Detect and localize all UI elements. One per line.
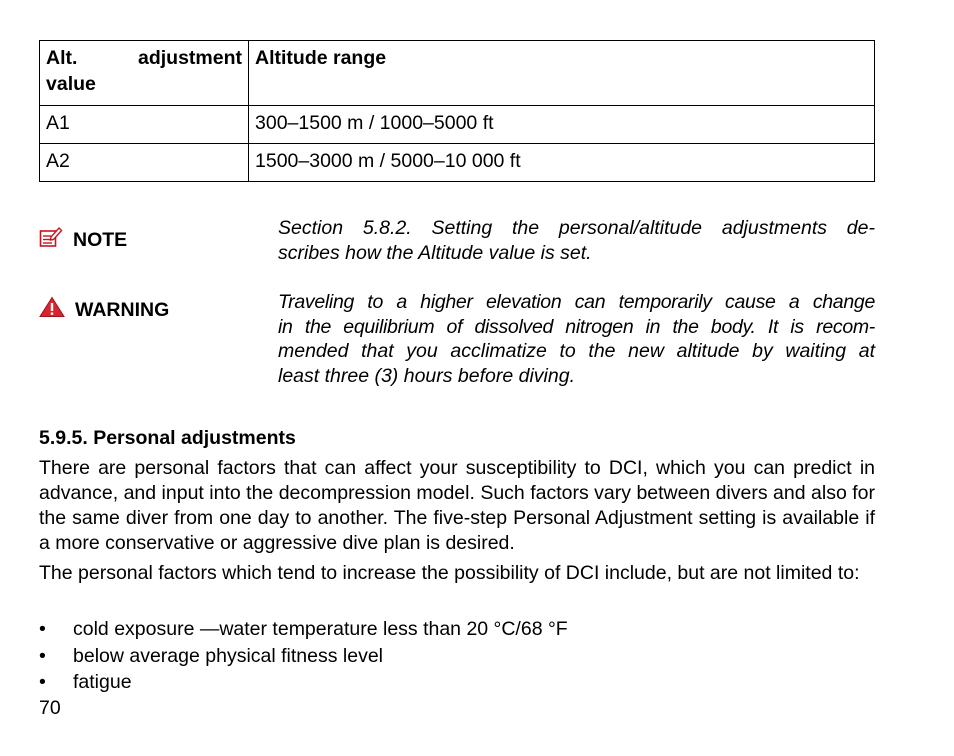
- note-pencil-icon: [39, 226, 63, 254]
- paragraph-personal-factors: There are personal factors that can affect your susceptibility to DCI, which you can predict in advance, and input into the decompression model. Such factors vary between divers and also for the same diver from one day to another. The five-step Personal Adjustment setting is available if a more conservative or aggressive dive plan is desired.: [39, 457, 875, 554]
- header-altitude-range: Altitude range: [249, 41, 875, 106]
- table-row: [40, 144, 875, 182]
- cell-value: A1: [40, 106, 249, 144]
- list-item-text: below average physical fitness level: [73, 644, 384, 667]
- cell-range: 300–1500 m / 1000–5000 ft: [249, 106, 875, 144]
- page-number: 70: [39, 697, 61, 719]
- list-item-text: fatigue: [73, 671, 132, 693]
- bullet-icon: •: [39, 644, 46, 667]
- header-word-alt: Alt.: [46, 47, 78, 69]
- table-header-row: [40, 41, 875, 106]
- header-word-adjustment: adjustment: [137, 47, 242, 69]
- warning-text: [278, 290, 875, 388]
- warning-label-wrap: [39, 296, 169, 324]
- cell-value: A2: [40, 144, 249, 182]
- list-item: [39, 669, 568, 696]
- paragraph-dci-factors: The personal factors which tend to increase the possibility of DCI include, but are not limited to:: [39, 562, 860, 584]
- warning-text-line: in the equilibrium of dissolved nitrogen in the body. It is recom-: [278, 315, 875, 338]
- note-text-line: Section 5.8.2. Setting the personal/altitude adjustments de-: [278, 217, 875, 239]
- list-item-text: cold exposure —water temperature less than 20 °C/68 °F: [73, 618, 568, 640]
- altitude-adjustment-table: [39, 40, 875, 182]
- note-label-wrap: [39, 226, 127, 254]
- list-item: [39, 643, 568, 670]
- note-label: NOTE: [73, 228, 128, 251]
- warning-label: WARNING: [75, 298, 170, 321]
- note-text: [278, 216, 875, 265]
- header-word-value: value: [46, 73, 96, 95]
- note-text-line: scribes how the Altitude value is set.: [278, 241, 592, 264]
- table-row: [40, 106, 875, 144]
- warning-text-line: Traveling to a higher elevation can temporarily cause a change: [278, 291, 875, 313]
- cell-range: 1500–3000 m / 5000–10 000 ft: [249, 144, 875, 182]
- warning-triangle-icon: [39, 296, 65, 324]
- header-alt-adjustment-value: [40, 41, 249, 106]
- warning-text-line: mended that you acclimatize to the new altitude by waiting at: [278, 340, 875, 362]
- bullet-icon: •: [39, 618, 46, 640]
- dci-factor-list: [39, 616, 568, 696]
- list-item: [39, 616, 568, 643]
- warning-text-line: least three (3) hours before diving.: [278, 364, 575, 387]
- bullet-icon: •: [39, 671, 46, 693]
- section-title: 5.9.5. Personal adjustments: [39, 427, 296, 449]
